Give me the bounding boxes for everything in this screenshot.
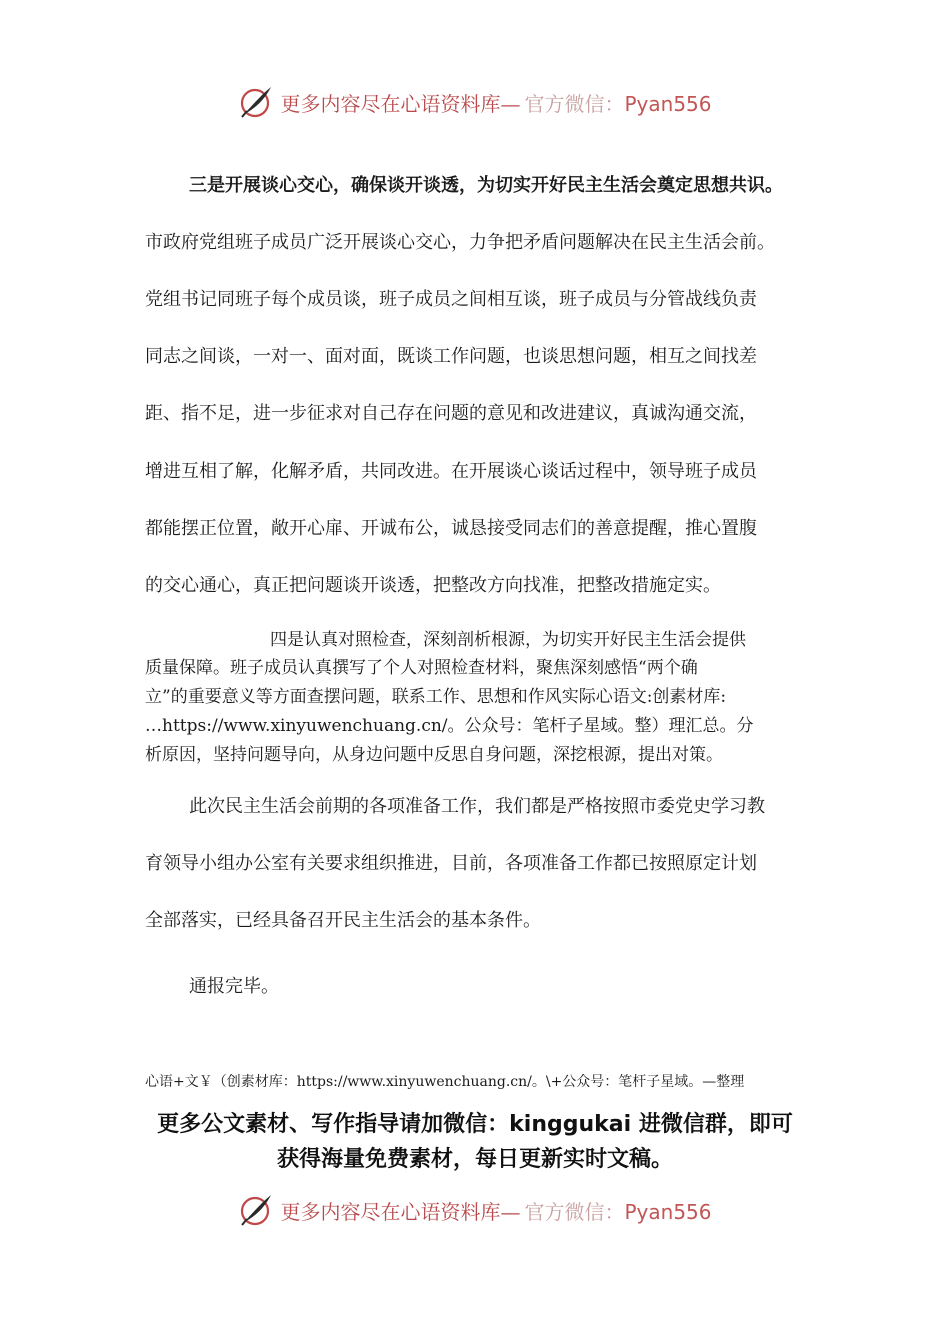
body-line: 同志之间谈，一对一、面对面，既谈工作问题，也谈思想问题，相互之间找差: [145, 346, 757, 367]
closing-text: 通报完毕。: [189, 976, 279, 997]
banner-text: 更多内容尽在心语资料库— 官方微信：Pyan556: [280, 91, 712, 116]
footer-note: 心语+文￥（创素材库：https://www.xinyuwenchuang.cn/。\+公众号：笔杆子星域。—整理: [145, 1074, 745, 1090]
body-line: 四是认真对照检查，深刻剖析根源，为切实开好民主生活会提供: [270, 630, 746, 650]
body-line: 析原因，坚持问题导向，从身边问题中反思自身问题，深挖根源，提出对策。: [145, 745, 723, 765]
body-line: 质量保障。班子成员认真撰写了个人对照检查材料，聚焦深刻感悟“两个确: [145, 658, 698, 678]
body-line: …https://www.xinyuwenchuang.cn/。公众号：笔杆子星域。整）理汇总。分: [145, 716, 754, 736]
paragraph-heading: 三是开展谈心交心，确保谈开谈透，为切实开好民主生活会奠定思想共识。: [189, 175, 783, 196]
body-line: 党组书记同班子每个成员谈，班子成员之间相互谈，班子成员与分管战线负责: [145, 289, 757, 310]
quill-logo-icon: [238, 84, 274, 120]
quill-logo-icon: [238, 1192, 274, 1228]
body-line: 育领导小组办公室有关要求组织推进，目前，各项准备工作都已按照原定计划: [145, 853, 757, 874]
body-line: 距、指不足，进一步征求对自己存在问题的意见和改进建议，真诚沟通交流，: [145, 403, 757, 424]
body-line: 增进互相了解，化解矛盾，共同改进。在开展谈心谈话过程中，领导班子成员: [145, 461, 757, 482]
bottom-banner: [0, 1188, 950, 1232]
body-line: 市政府党组班子成员广泛开展谈心交心，力争把矛盾问题解决在民主生活会前。: [145, 232, 775, 253]
body-line: 全部落实，已经具备召开民主生活会的基本条件。: [145, 910, 541, 931]
banner-text: 更多内容尽在心语资料库— 官方微信：Pyan556: [280, 1199, 712, 1224]
body-line: 的交心通心，真正把问题谈开谈透，把整改方向找准，把整改措施定实。: [145, 575, 721, 596]
cta-line: 更多公文素材、写作指导请加微信：kinggukai 进微信群，即可: [157, 1112, 793, 1137]
body-line: 此次民主生活会前期的各项准备工作，我们都是严格按照市委党史学习教: [189, 796, 765, 817]
body-line: 都能摆正位置，敞开心扉、开诚布公，诚恳接受同志们的善意提醒，推心置腹: [145, 518, 757, 539]
body-line: 立”的重要意义等方面查摆问题，联系工作、思想和作风实际心语文:创素材库:: [145, 687, 727, 707]
cta-line: 获得海量免费素材，每日更新实时文稿。: [276, 1147, 673, 1172]
top-banner: [0, 80, 950, 124]
